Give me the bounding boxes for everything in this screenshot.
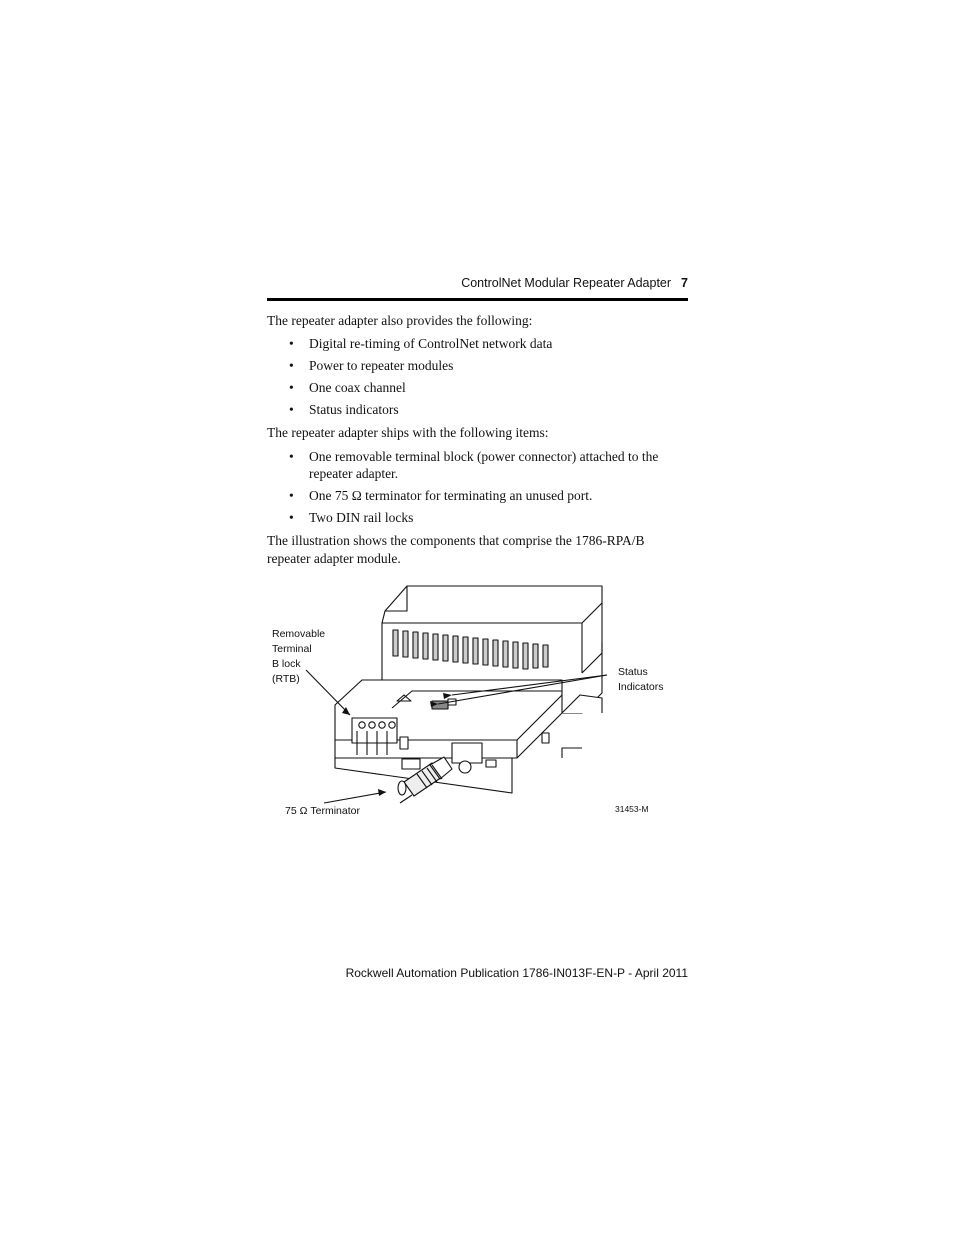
list-item: • Digital re-timing of ControlNet network data: [289, 336, 553, 351]
bullet: •: [289, 336, 294, 351]
bullet: •: [289, 402, 294, 417]
repeater-adapter-drawing: [262, 583, 682, 833]
page-footer: Rockwell Automation Publication 1786-IN013F-EN-P - April 2011: [345, 966, 688, 980]
intro-paragraph-3: The illustration shows the components that comprise the 1786-RPA/B repeater adapter module.: [267, 533, 645, 566]
terminator-leader: [324, 792, 386, 803]
terminator-label: 75 Ω Terminator: [285, 805, 360, 817]
running-header: [267, 276, 688, 294]
list-item: • One coax channel: [289, 380, 406, 395]
status-indicators-label: Status Indicators: [618, 666, 664, 693]
bullet: •: [289, 380, 294, 395]
list-item: • Status indicators: [289, 402, 399, 417]
list-item: • One removable terminal block (power connector) attached to the repeater adapter.: [289, 449, 659, 481]
ships-with-list: [289, 448, 688, 531]
vent-slots: [393, 630, 548, 669]
page-number: 7: [681, 276, 688, 290]
bullet: •: [289, 488, 294, 503]
intro-paragraph-2: The repeater adapter ships with the following items:: [267, 425, 549, 440]
bullet: •: [289, 358, 294, 373]
rtb-label: Removable Terminal B lock (RTB): [272, 628, 326, 685]
list-item: • Two DIN rail locks: [289, 510, 414, 525]
list-item: • Power to repeater modules: [289, 358, 454, 373]
intro-paragraph-1: The repeater adapter also provides the following:: [267, 313, 533, 328]
header-rule: [267, 298, 688, 301]
list-item: • One 75 Ω terminator for terminating an unused port.: [289, 488, 593, 503]
figure-id: 31453-M: [615, 804, 649, 814]
bullet: •: [289, 510, 294, 525]
terminator-drawing: [398, 757, 452, 803]
module-illustration: [262, 583, 682, 833]
header-title: ControlNet Modular Repeater Adapter: [461, 276, 672, 290]
bullet: •: [289, 449, 294, 464]
feature-list: [289, 335, 688, 423]
